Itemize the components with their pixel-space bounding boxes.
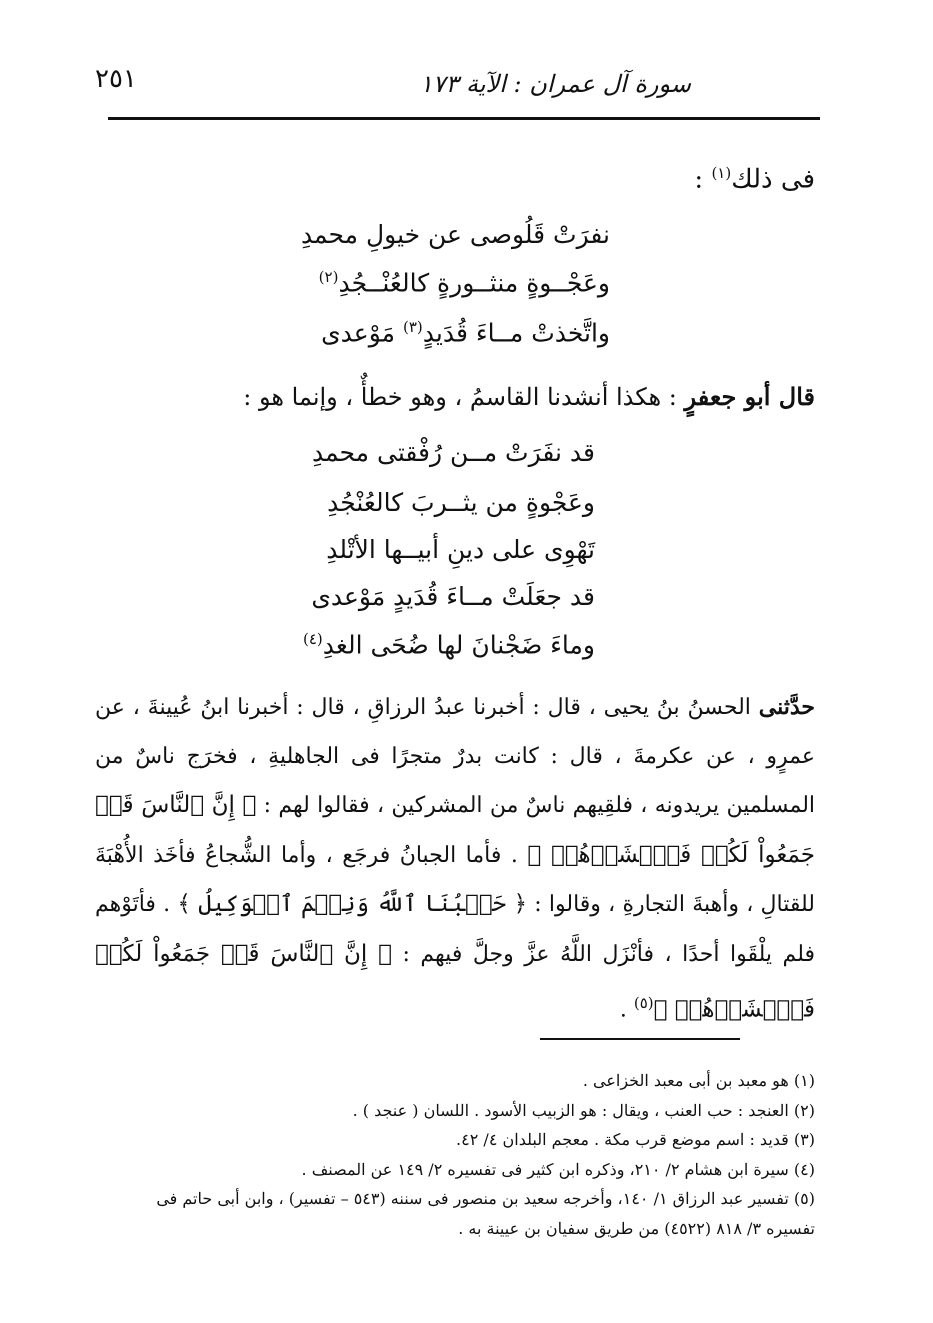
poem1-verse: واتَّخذتْ مــاءَ قُدَيدٍ$^{(٣)}$ مَوْعدى <box>321 318 610 348</box>
running-title: سورة آل عمران : الآية ١٧٣ <box>419 70 691 98</box>
narration-line <box>243 382 815 411</box>
footnote-ref-5: (٥) <box>633 994 654 1012</box>
footnote-ref-1: (١) <box>711 164 732 182</box>
poem2-verse: تَهْوِى على دينِ أبيــها الأتْلدِ <box>326 535 595 564</box>
intro-line <box>694 164 815 195</box>
page-number: ٢٥١ <box>95 64 137 94</box>
quran-quote: ﴿ حَسۡبُنَا ٱللَّهُ وَنِعۡمَ ٱلۡوَكِيلُ ﴾ <box>177 891 528 917</box>
speaker-name: قال أبو جعفرٍ <box>684 382 815 411</box>
footnote-ref-2: (٢) <box>318 268 339 286</box>
hadith-paragraph: حدَّثنى الحسنُ بنُ يحيى ، قال : أخبرنا عبدُ الرزاقِ ، قال : أخبرنا ابنُ عُيينةَ ، عن عمرٍو ، عن عكرمةَ ، قال : كانت بدرٌ متجرًا فى الجاهليةِ ، فخرَج ناسٌ من المسلمين يريدونه ، فلقِيهم ناسٌ من المشركين ، فقالوا لهم : ﴿ إِنَّ ٱلنَّاسَ قَدۡ جَمَعُواْ لَكُمۡ فَٱخۡشَوۡهُمۡ ﴾ . فأما الجبانُ فرجَع ، وأما الشُّجاعُ فأخَذ الأُهْبَةَ للقتالِ ، وأهبةَ التجارةِ ، وقالوا : ﴿ حَسۡبُنَا ٱللَّهُ وَنِعۡمَ ٱلۡوَكِيلُ ﴾ . فأتَوْهم فلم يلْقَوا أحدًا ، فأنْزَل اللَّهُ عزَّ وجلَّ فيهم : ﴿ إِنَّ ٱلنَّاسَ قَدۡ جَمَعُواْ لَكُمۡ فَٱخۡشَوۡهُمۡ ﴾$^{(٥)}$ . <box>95 694 816 1023</box>
quran-quote: ﴿ إِنَّ ٱلنَّاسَ قَدۡ جَمَعُواْ لَكُمۡ فَٱخۡشَوۡهُمۡ ﴾ <box>95 940 815 1023</box>
poem2-verse: وماءَ ضَجْنانَ لها ضُحَى الغدِ$^{(٤)}$ <box>303 630 595 660</box>
footnote: (٤) سيرة ابن هشام ٢/ ٢١٠، وذكره ابن كثير فى تفسيره ٢/ ١٤٩ عن المصنف . <box>301 1159 815 1179</box>
footnote: (٥) تفسير عبد الرزاق ١/ ١٤٠، وأخرجه سعيد بن منصور فى سننه (٥٤٣ – تفسير) ، وابن أبى حاتم فى <box>156 1189 815 1208</box>
footnote: (٢) العنجد : حب العنب ، ويقال : هو الزبيب الأسود . اللسان ( عنجد ) . <box>352 1100 815 1120</box>
footnote-ref-4: (٤) <box>303 630 323 648</box>
footnote-ref-3: (٣) <box>402 318 423 336</box>
header-rule <box>108 117 820 120</box>
poem2-verse: قد جعَلَتْ مــاءَ قُدَيدٍ مَوْعدى <box>311 582 595 611</box>
intro-colon: : <box>694 164 712 195</box>
quran-quote: ﴿ إِنَّ ٱلنَّاسَ قَدۡ جَمَعُواْ لَكُمۡ فَٱخۡشَوۡهُمۡ ﴾ <box>95 792 815 868</box>
footnote: (١) هو معبد بن أبى معبد الخزاعى . <box>582 1071 815 1090</box>
poem2-verse: وعَجْوةٍ من يثــربَ كالعُنْجُدِ <box>327 488 595 517</box>
footnotes <box>95 1066 815 1243</box>
hadith-opener: حدَّثنى <box>758 694 815 720</box>
footnote-rule <box>540 1038 740 1040</box>
narration-text: : هكذا أنشدنا القاسمُ ، وهو خطأٌ ، وإنما هو : <box>243 383 685 411</box>
poem1-verse: وعَجْــوةٍ منثــورةٍ كالعُنْــجُدِ$^{(٢)}$ <box>318 268 610 298</box>
poem2-verse: قد نفَرَتْ مــن رُفْقتى محمدِ <box>311 438 595 467</box>
footnote-continuation: تفسيره ٣/ ٨١٨ (٤٥٢٢) من طريق سفيان بن عيينة به . <box>458 1218 815 1238</box>
poem1-verse: نفرَتْ قَلُوصى عن خيولِ محمدِ <box>300 220 610 249</box>
footnote: (٣) قديد : اسم موضع قرب مكة . معجم البلدان ٤/ ٤٢. <box>456 1130 815 1149</box>
intro-text: فى ذلك <box>731 164 815 195</box>
